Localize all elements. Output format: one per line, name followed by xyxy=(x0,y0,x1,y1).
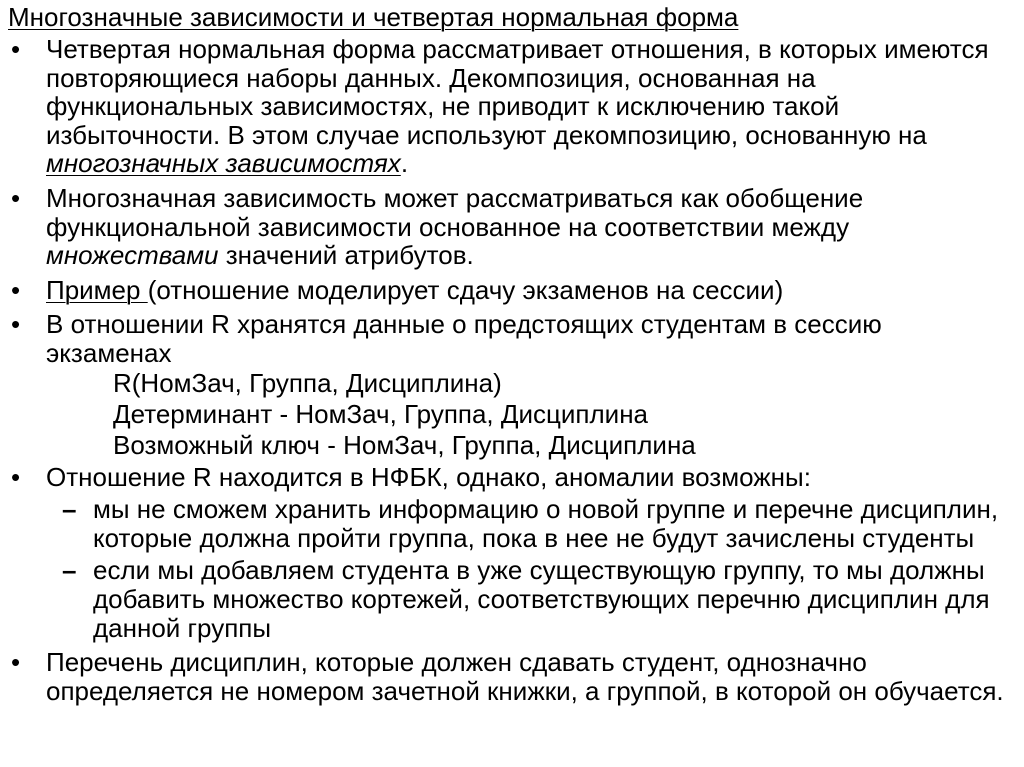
bullet-item-4 xyxy=(0,310,1024,367)
sub-item-2 xyxy=(0,556,1024,642)
bullet-text-5: Отношение R находится в НФБК, однако, аномалии возможны: xyxy=(46,461,811,492)
bullet-item-3 xyxy=(0,276,1024,305)
bullet-item-6 xyxy=(0,648,1024,705)
bullet-text-4: В отношении R хранятся данные о предстоящих студентам в сессию экзаменах xyxy=(46,309,882,368)
bullet-icon: • xyxy=(11,34,21,64)
bullet-item-1 xyxy=(0,35,1024,178)
sub-item-1 xyxy=(0,495,1024,552)
bullet-icon: • xyxy=(11,647,21,678)
determinant-line: Детерминант - НомЗач, Группа, Дисциплина xyxy=(113,398,649,429)
bullet-item-5 xyxy=(0,463,1024,492)
emphasis-multivalued-dependencies: многозначных зависимостях xyxy=(46,148,401,179)
slide-content xyxy=(0,35,1024,705)
bullet-icon: • xyxy=(11,274,21,305)
bullet-text-3: Пример (отношение моделирует сдачу экзаменов на сессии) xyxy=(46,274,784,305)
bullet-icon: • xyxy=(11,182,21,213)
sub-text-2: если мы добавляем студента в уже существующую группу, то мы должны добавить множество кортежей, соответствующих перечню дисциплин для данной группы xyxy=(93,555,990,643)
dash-icon: – xyxy=(62,494,77,525)
dash-icon: – xyxy=(62,555,77,586)
bullet-item-2 xyxy=(0,184,1024,270)
example-label: Пример xyxy=(46,274,148,305)
bullet-text-1: Четвертая нормальная форма рассматривает отношения, в которых имеются повторяющиеся наборы данных. Декомпозиция, основанная на функциональных зависимостях, не приводит к исключению такой избыточности. В этом случае используют декомпозицию, основанную на многозначных зависимостях. xyxy=(46,34,989,179)
candidate-key-line: Возможный ключ - НомЗач, Группа, Дисциплина xyxy=(113,429,696,460)
emphasis-sets: множествами xyxy=(46,240,219,271)
bullet-text-2: Многозначная зависимость может рассматриваться как обобщение функциональной зависимости основанное на соответствии между множествами значений атрибутов. xyxy=(46,182,864,271)
bullet-icon: • xyxy=(11,309,21,340)
slide-title: Многозначные зависимости и четвертая нормальная форма xyxy=(8,2,739,32)
bullet-text-6: Перечень дисциплин, которые должен сдавать студент, однозначно определяется не номером зачетной книжки, а группой, в которой он обучается. xyxy=(46,647,1004,706)
sub-text-1: мы не сможем хранить информацию о новой группе и перечне дисциплин, которые должна пройти группа, пока в нее не будут зачислены студенты xyxy=(93,494,999,553)
bullet-icon: • xyxy=(11,461,21,492)
relation-schema: R(НомЗач, Группа, Дисциплина) xyxy=(113,367,502,398)
